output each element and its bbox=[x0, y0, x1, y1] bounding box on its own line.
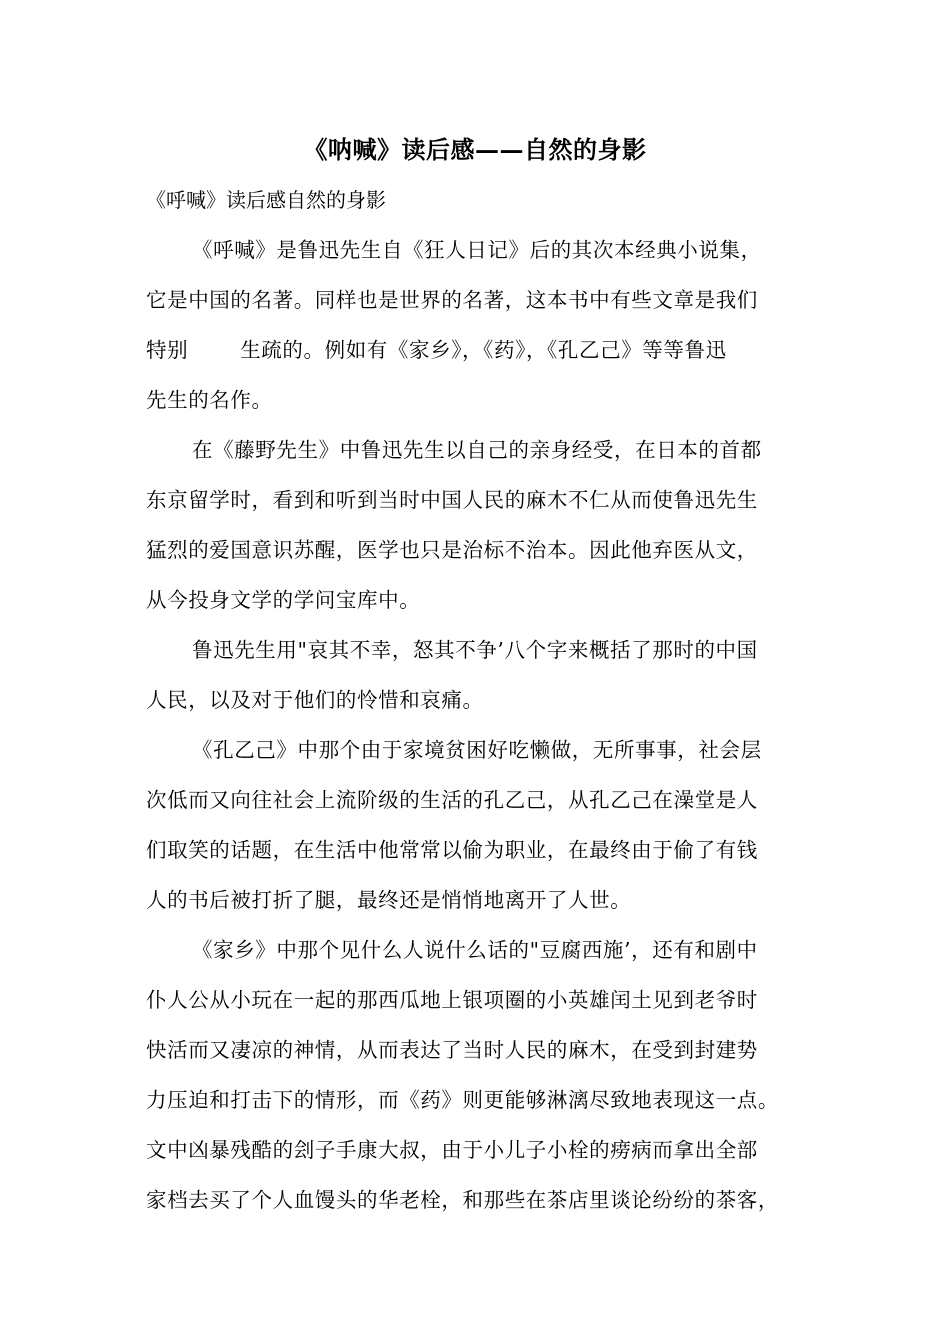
text-line: 猛烈的爱国意识苏醒，医学也只是治标不治本。因此他弃医从文， bbox=[146, 538, 758, 562]
text-line: 们取笑的话题，在生活中他常常以偷为职业，在最终由于偷了有钱 bbox=[146, 838, 758, 862]
text-line: 《孔乙己》中那个由于家境贫困好吃懒做，无所事事，社会层 bbox=[192, 738, 762, 762]
text-line: 《家乡》中那个见什么人说什么话的"豆腐西施’，还有和剧中 bbox=[192, 938, 758, 962]
text-line: 它是中国的名著。同样也是世界的名著，这本书中有些文章是我们 bbox=[146, 288, 758, 312]
text-line: 《呼喊》是鲁迅先生自《狂人日记》后的其次本经典小说集， bbox=[192, 238, 762, 262]
document-title: 《呐喊》读后感——自然的身影 bbox=[303, 135, 647, 164]
text-line: 文中凶暴残酷的刽子手康大叔，由于小儿子小栓的痨病而拿出全部 bbox=[146, 1138, 758, 1162]
text-line: 人的书后被打折了腿，最终还是悄悄地离开了人世。 bbox=[146, 888, 632, 912]
text-fragment: 生疏的。例如有《家乡》，《药》，《孔乙己》等等鲁迅 bbox=[240, 338, 727, 362]
text-line: 力压迫和打击下的情形，而《药》则更能够淋漓尽致地表现这一点。 bbox=[146, 1088, 779, 1112]
text-line: 快活而又凄凉的神情，从而表达了当时人民的麻木，在受到封建势 bbox=[146, 1038, 758, 1062]
text-line: 在《藤野先生》中鲁迅先生以自己的亲身经受，在日本的首都 bbox=[192, 438, 762, 462]
text-line: 鲁迅先生用"哀其不幸，怒其不争’八个字来概括了那时的中国 bbox=[192, 638, 758, 662]
text-line: 仆人公从小玩在一起的那西瓜地上银项圈的小英雄闰土见到老爷时 bbox=[146, 988, 758, 1012]
text-fragment: 特别 bbox=[146, 338, 189, 362]
text-line: 次低而又向往社会上流阶级的生活的孔乙己，从孔乙己在澡堂是人 bbox=[146, 788, 758, 812]
text-line: 东京留学时，看到和听到当时中国人民的麻木不仁从而使鲁迅先生 bbox=[146, 488, 758, 512]
text-line: 先生的名作。 bbox=[146, 388, 273, 412]
document-subtitle: 《呼喊》读后感自然的身影 bbox=[146, 188, 386, 212]
text-line: 从今投身文学的学问宝库中。 bbox=[146, 588, 421, 612]
text-line: 人民，以及对于他们的怜惜和哀痛。 bbox=[146, 688, 484, 712]
text-line bbox=[146, 336, 727, 364]
text-line: 家档去买了个人血馒头的华老栓，和那些在茶店里谈论纷纷的茶客， bbox=[146, 1188, 779, 1212]
